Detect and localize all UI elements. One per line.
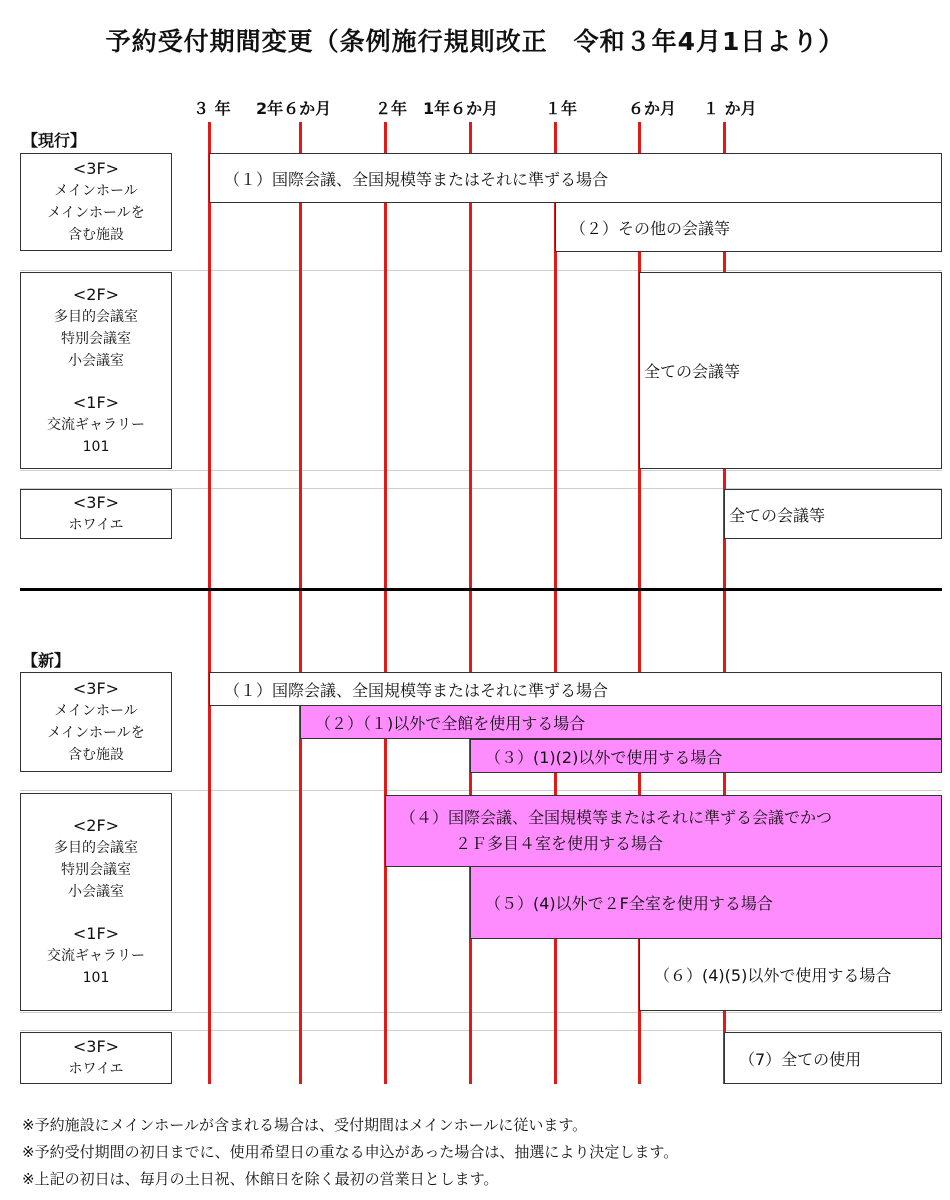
- room-floor: <3F>: [72, 159, 120, 178]
- current-rule-2: （２）その他の会議等: [555, 202, 942, 252]
- timeline-line-2-5y: [299, 122, 302, 1084]
- room-line: メインホール: [54, 703, 138, 719]
- new-rule-1: （１）国際会議、全国規模等またはそれに準ずる場合: [209, 672, 942, 706]
- note-2: ※予約受付期間の初日までに、使用希望日の重なる申込があった場合は、抽選により決定します。: [22, 1143, 679, 1161]
- room-line: 多目的会議室: [54, 840, 138, 856]
- new-rule-6: （６）(4)(5)以外で使用する場合: [639, 938, 942, 1011]
- new-rule-4-line2: ２Ｆ多目４室を使用する場合: [455, 834, 664, 853]
- room-line: 多目的会議室: [54, 308, 138, 325]
- room-floor: <3F>: [72, 493, 120, 512]
- room-line: 交流ギャラリー: [47, 416, 145, 433]
- room-foyer-new: [20, 1032, 172, 1084]
- timeline-line-1y: [554, 122, 557, 1084]
- room-line: 交流ギャラリー: [47, 948, 145, 964]
- room-floor: <3F>: [72, 1037, 120, 1056]
- tick-2-years: ２年: [375, 99, 408, 118]
- tick-1-year: １年: [545, 99, 578, 118]
- grid-line: [20, 470, 942, 471]
- note-3: ※上記の初日は、毎月の土日祝、休館日を除く最初の営業日とします。: [22, 1170, 499, 1188]
- timeline-line-3y: [208, 122, 211, 1084]
- section-divider: [20, 588, 942, 591]
- grid-line: [20, 270, 942, 271]
- new-rule-4: [385, 795, 942, 867]
- new-rule-2: （２）（１)以外で全館を使用する場合: [300, 705, 942, 739]
- tick-2-5-years: 2年６か月: [256, 99, 332, 118]
- room-floor: <1F>: [72, 392, 120, 412]
- timeline-line-2y: [384, 122, 387, 1084]
- room-line: 含む施設: [68, 227, 124, 243]
- room-line: 特別会議室: [61, 330, 131, 347]
- tick-1-5-years: 1年６か月: [423, 99, 499, 118]
- grid-line: [20, 1012, 942, 1013]
- room-floor: <3F>: [72, 679, 120, 698]
- page-title: 予約受付期間変更（条例施行規則改正 令和３年4月1日より）: [105, 27, 845, 56]
- current-rule-all-2f: 全ての会議等: [639, 272, 942, 469]
- section-new: 【新】: [22, 651, 71, 670]
- room-line: ホワイエ: [68, 517, 124, 533]
- room-main-3f-current: [20, 153, 172, 251]
- room-line: メインホール: [54, 183, 138, 199]
- tick-3-years: ３ 年: [193, 99, 231, 118]
- room-line: ホワイエ: [68, 1061, 124, 1077]
- note-1: ※予約施設にメインホールが含まれる場合は、受付期間はメインホールに従います。: [22, 1116, 588, 1134]
- room-floor: <2F>: [72, 284, 120, 304]
- room-line: 含む施設: [68, 747, 124, 763]
- current-rule-foyer: 全ての会議等: [724, 489, 942, 539]
- room-floor: <2F>: [72, 816, 120, 835]
- tick-6-months: ６か月: [628, 99, 677, 118]
- current-rule-1: （１）国際会議、全国規模等またはそれに準ずる場合: [209, 153, 942, 203]
- section-current: 【現行】: [22, 131, 87, 150]
- timeline-line-1-5y: [469, 122, 472, 1084]
- new-rule-3: （３）(1)(2)以外で使用する場合: [470, 739, 942, 773]
- room-line: 小会議室: [68, 884, 124, 900]
- room-2f-1f-current: [20, 272, 172, 469]
- tick-1-month: １ か月: [703, 99, 757, 118]
- new-rule-7: （7）全ての使用: [724, 1032, 942, 1084]
- room-line: メインホールを: [47, 205, 145, 221]
- grid-line: [20, 1030, 942, 1031]
- grid-line: [20, 790, 942, 791]
- room-foyer-current: [20, 489, 172, 539]
- room-floor: <1F>: [72, 924, 120, 943]
- room-line: 101: [82, 438, 110, 455]
- new-rule-4-line1: （４）国際会議、全国規模等またはそれに準ずる会議でかつ: [400, 808, 833, 827]
- new-rule-5: （５）(4)以外で２F全室を使用する場合: [470, 866, 942, 939]
- room-line: 101: [82, 970, 110, 986]
- room-line: 特別会議室: [61, 862, 131, 878]
- room-line: 小会議室: [68, 352, 124, 369]
- room-line: メインホールを: [47, 725, 145, 741]
- room-main-3f-new: [20, 672, 172, 772]
- room-2f-1f-new: [20, 793, 172, 1011]
